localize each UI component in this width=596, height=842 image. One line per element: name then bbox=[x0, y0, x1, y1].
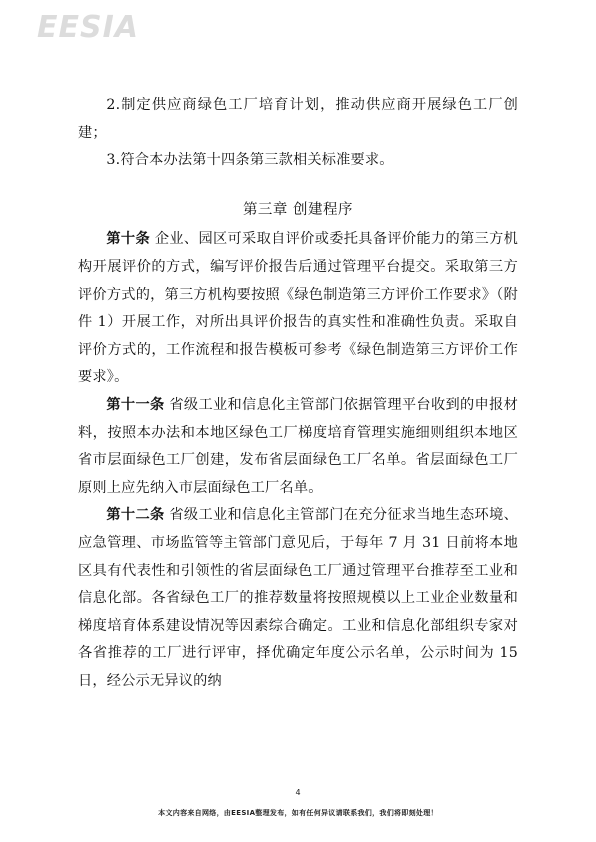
list-item-2: 2.制定供应商绿色工厂培育计划，推动供应商开展绿色工厂创建； bbox=[78, 97, 518, 141]
document-body bbox=[78, 92, 518, 695]
article-10 bbox=[78, 226, 518, 392]
article-12-text: 省级工业和信息化主管部门在充分征求当地生态环境、应急管理、市场监管等主管部门意见后，于每年 7 月 31 日前将本地区具有代表性和引领性的省层面绿色工厂通过管理平台推荐至工业和信息化部。各省绿色工厂的推荐数量将按照规模以上工业企业数量和梯度培育体系建设情况等因素综合确定。工业和信息化部组织专家对各省推荐的工厂进行评审，择优确定年度公示名单，公示时间为 15 日，经公示无异议的纳 bbox=[78, 507, 518, 689]
page-number: 4 bbox=[295, 788, 301, 797]
article-11-text: 省级工业和信息化主管部门依据管理平台收到的申报材料，按照本办法和本地区绿色工厂梯度培育管理实施细则组织本地区省市层面绿色工厂创建，发布省层面绿色工厂名单。省层面绿色工厂原则上应先纳入市层面绿色工厂名单。 bbox=[78, 396, 518, 496]
article-12 bbox=[78, 502, 518, 695]
footer-disclaimer: 本文内容来自网络，由EESIA整理发布，如有任何异议请联系我们，我们将即刻处理！ bbox=[158, 809, 438, 817]
article-12-label: 第十二条 bbox=[106, 507, 165, 524]
article-10-text: 企业、园区可采取自评价或委托具备评价能力的第三方机构开展评价的方式，编写评价报告后通过管理平台提交。采取第三方评价方式的，第三方机构要按照《绿色制造第三方评价工作要求》（附件 1）开展工作，对所出具评价报告的真实性和准确性负责。采取自评价方式的，工作流程和报告模板可参考《绿色制造第三方评价工作要求》。 bbox=[78, 231, 518, 386]
list-item-3: 3.符合本办法第十四条第三款相关标准要求。 bbox=[106, 152, 394, 169]
article-10-label: 第十条 bbox=[106, 231, 150, 248]
article-11-label: 第十一条 bbox=[106, 396, 165, 413]
eesia-logo: EESIA bbox=[37, 10, 139, 45]
chapter-title: 第三章 创建程序 bbox=[242, 201, 354, 218]
article-11 bbox=[78, 392, 518, 502]
